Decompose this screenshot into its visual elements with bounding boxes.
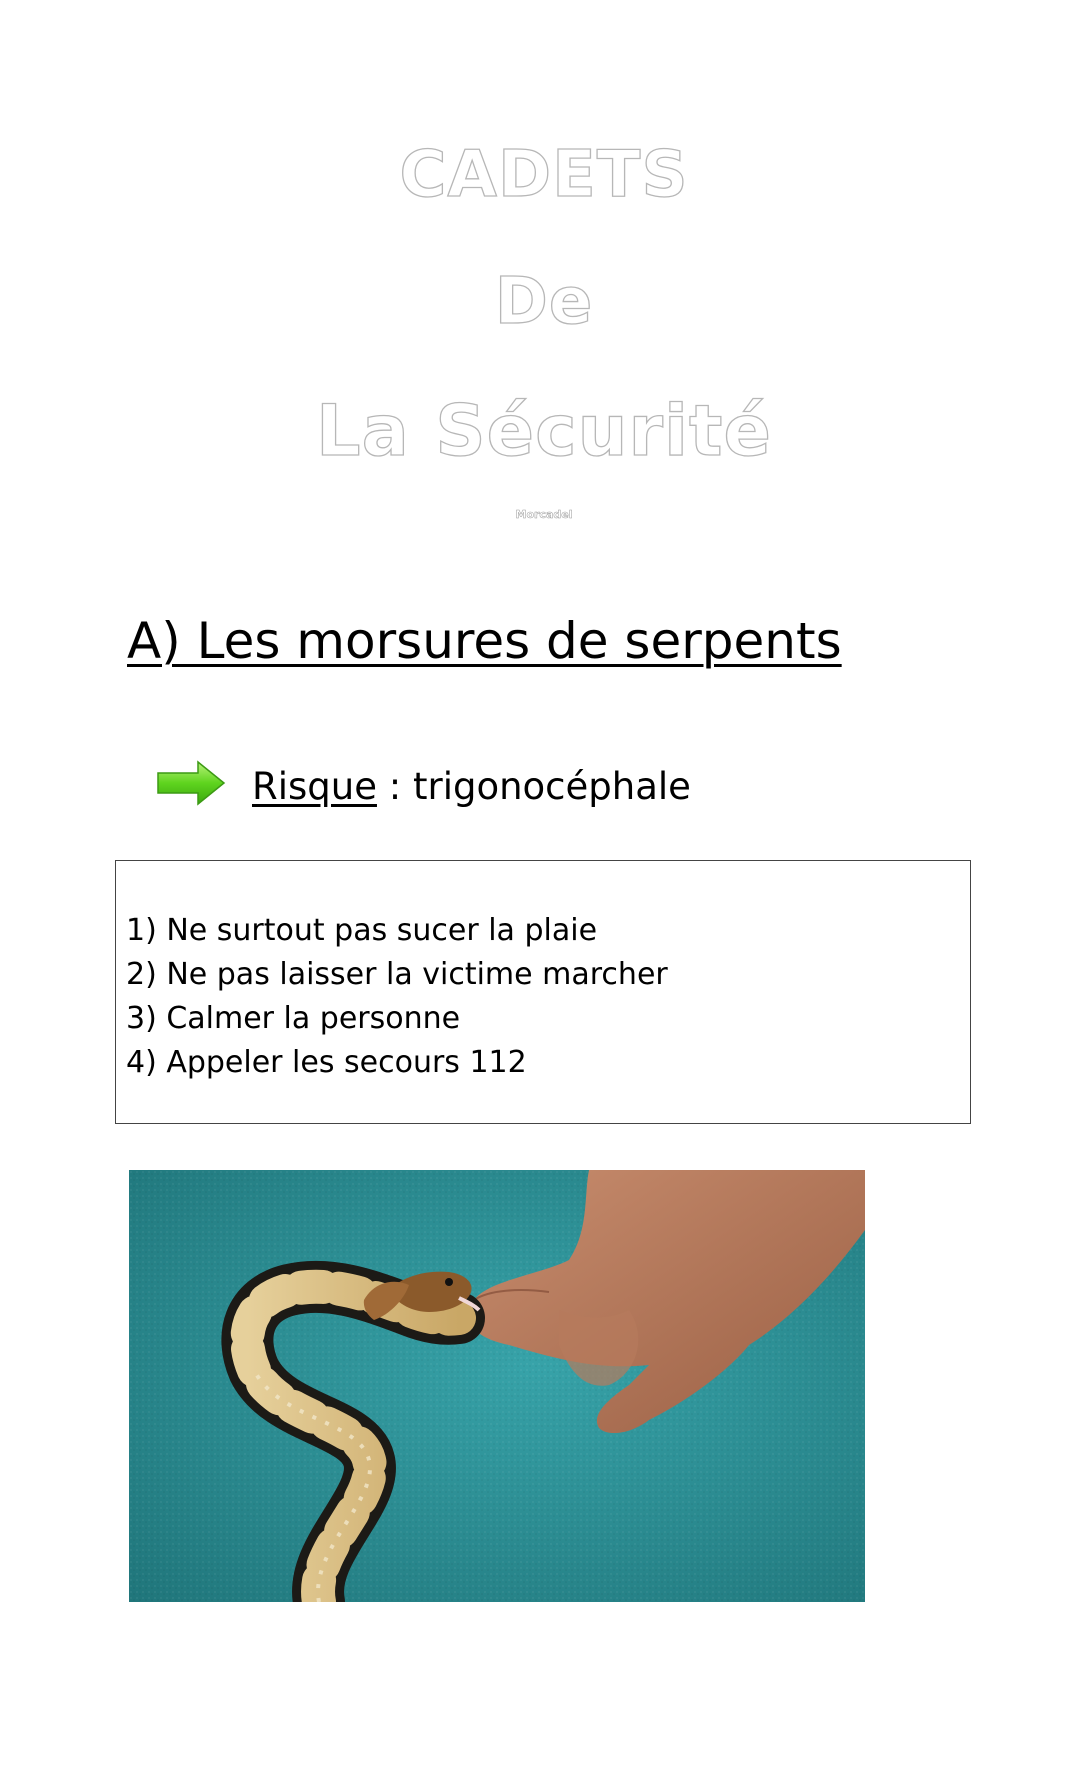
title-line-de: De [494,265,594,339]
first-aid-steps-list [116,861,970,1085]
snake-bite-photo [129,1170,865,1602]
section-heading: A) Les morsures de serpents [127,612,842,670]
snake-bite-illustration [129,1170,865,1602]
step-item: 4) Appeler les secours 112 [126,1045,527,1080]
first-aid-steps-box [115,860,971,1124]
risk-value: trigonocéphale [412,765,691,808]
step-item: 3) Calmer la personne [126,1001,461,1036]
step-item: 1) Ne surtout pas sucer la plaie [126,913,598,948]
arrow-right-icon [156,760,226,806]
step-item: 2) Ne pas laisser la victime marcher [126,957,668,992]
title-line-securite: La Sécurité [316,390,772,472]
author-name: Morcadel [515,508,573,521]
title-line-cadets: CADETS [399,138,689,212]
risk-label: Risque [252,765,377,808]
risk-separator: : [376,765,413,808]
risk-line [252,765,691,808]
